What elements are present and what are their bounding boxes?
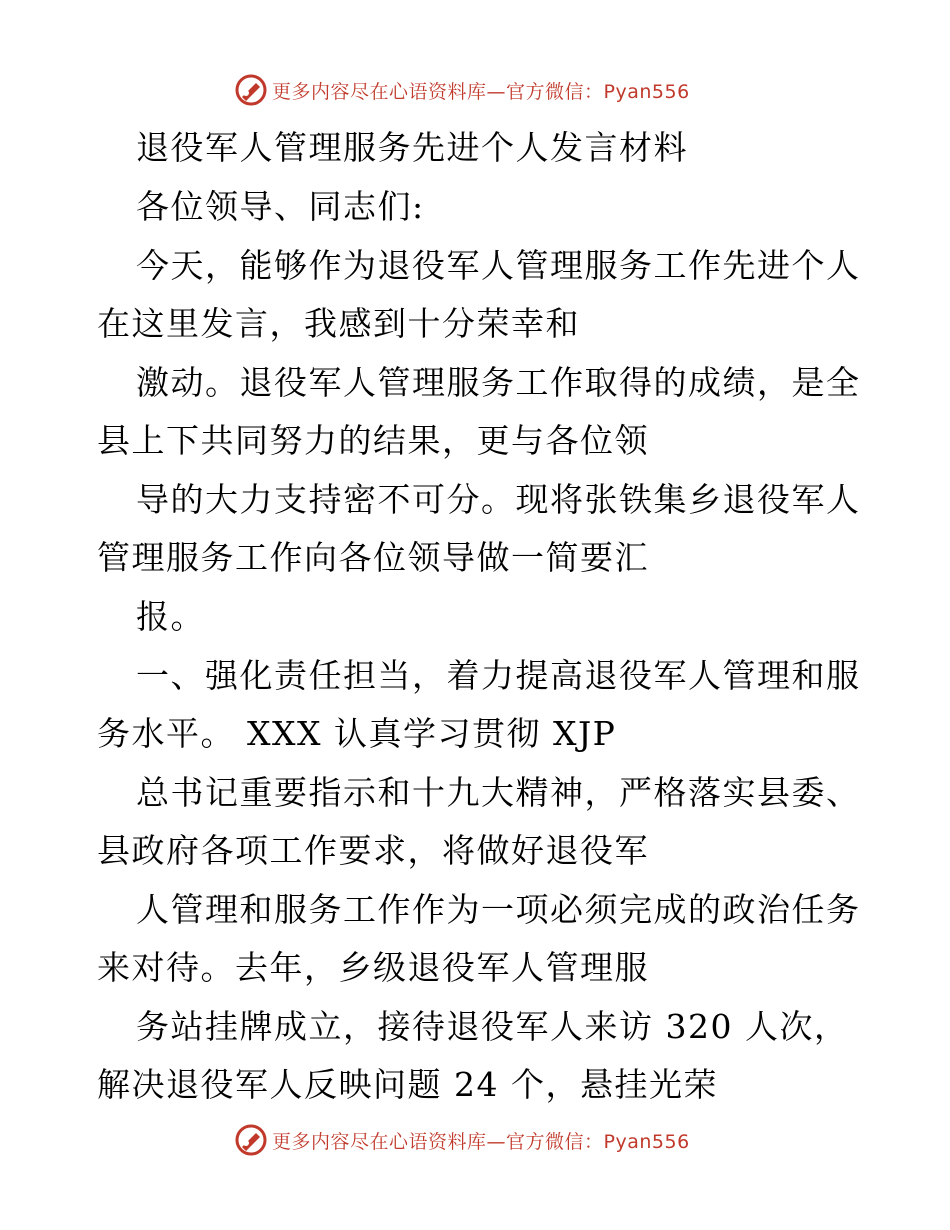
paragraph-line: 务站挂牌成立，接待退役军人来访 320 人次， bbox=[136, 1007, 849, 1046]
paragraph-line: 激动。退役军人管理服务工作取得的成绩，是全 bbox=[136, 363, 861, 402]
paragraph-line: 人管理和服务工作作为一项必须完成的政治任务 bbox=[136, 890, 861, 929]
paragraph-line: 管理服务工作向各位领导做一简要汇 bbox=[97, 538, 649, 577]
logo-icon bbox=[234, 73, 268, 107]
document-title: 退役军人管理服务先进个人发言材料 bbox=[136, 128, 688, 167]
header-watermark-banner bbox=[234, 72, 690, 108]
banner-text: 更多内容尽在心语资料库—官方微信：Pyan556 bbox=[272, 1130, 690, 1153]
paragraph-line: 县上下共同努力的结果，更与各位领 bbox=[97, 421, 649, 460]
paragraph-line: 解决退役军人反映问题 24 个，悬挂光荣 bbox=[97, 1065, 718, 1104]
paragraph-line: 务水平。 XXX 认真学习贯彻 XJP bbox=[97, 714, 617, 753]
paragraph-line: 在这里发言，我感到十分荣幸和 bbox=[97, 304, 580, 343]
paragraph-line: 导的大力支持密不可分。现将张铁集乡退役军人 bbox=[136, 480, 861, 519]
logo-icon bbox=[234, 1123, 268, 1157]
paragraph-line: 县政府各项工作要求，将做好退役军 bbox=[97, 831, 649, 870]
footer-watermark-banner bbox=[234, 1122, 690, 1158]
section-heading: 一、强化责任担当，着力提高退役军人管理和服 bbox=[136, 656, 861, 695]
salutation: 各位领导、同志们: bbox=[136, 187, 425, 226]
paragraph-line: 总书记重要指示和十九大精神，严格落实县委、 bbox=[136, 773, 861, 812]
banner-text: 更多内容尽在心语资料库—官方微信：Pyan556 bbox=[272, 80, 690, 103]
paragraph-line: 报。 bbox=[136, 597, 205, 636]
paragraph-line: 今天，能够作为退役军人管理服务工作先进个人 bbox=[136, 246, 861, 285]
paragraph-line: 来对待。去年，乡级退役军人管理服 bbox=[97, 948, 649, 987]
